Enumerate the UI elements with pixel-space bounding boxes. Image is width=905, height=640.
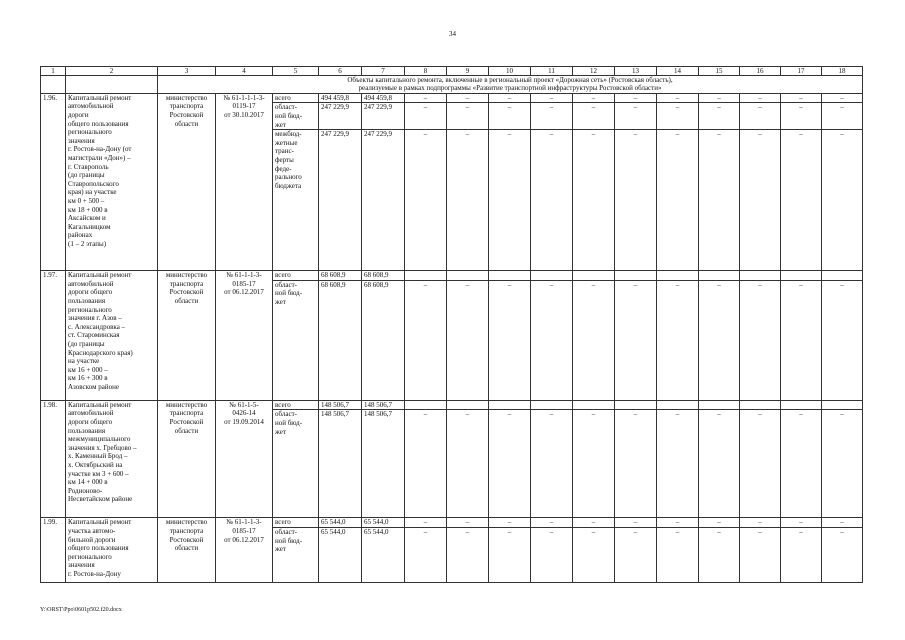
funding-source — [273, 400, 319, 410]
responsible-executor — [158, 518, 216, 583]
object-name-line: общего пользования — [68, 119, 129, 128]
year-amount-col-8: – — [405, 280, 447, 400]
year-amount-col-13: – — [615, 410, 657, 518]
responsible-executor-line: Ростовской — [169, 111, 204, 119]
year-amount-col-11: – — [531, 527, 573, 582]
column-number-16: 16 — [740, 67, 781, 76]
row-spacer — [41, 76, 66, 94]
object-name-line: края) на участке — [68, 188, 117, 197]
year-amount-col-16: – — [740, 410, 781, 518]
year-amount-col-9: – — [447, 527, 489, 582]
year-amount-col-13 — [615, 271, 657, 281]
year-amount-col-16 — [740, 400, 781, 410]
year-amount-col-12: – — [573, 93, 615, 103]
funding-source-line: област- — [275, 280, 297, 289]
funding-source — [273, 103, 319, 130]
column-number-8: 8 — [405, 67, 447, 76]
year-amount-col-11: – — [531, 130, 573, 271]
year-amount-col-10: – — [489, 130, 531, 271]
year-amount-col-12: – — [573, 518, 615, 528]
year-amount-col-8: – — [405, 130, 447, 271]
responsible-executor-line: Ростовской — [169, 417, 204, 426]
year-amount-col-12 — [573, 400, 615, 410]
responsible-executor-line: Ростовской — [169, 535, 204, 544]
year-amount-col-16: – — [740, 93, 781, 103]
object-name-line: (до границы — [68, 339, 105, 348]
table-row — [41, 400, 863, 410]
column-number-2: 2 — [66, 67, 158, 76]
object-name-line: районах — [68, 231, 93, 240]
expertise-document-line: от 06.12.2017 — [224, 288, 264, 297]
responsible-executor-line: области — [174, 119, 199, 128]
year-amount-col-12: – — [573, 130, 615, 271]
column-number-18: 18 — [822, 67, 863, 76]
responsible-executor-line: министерство — [165, 93, 208, 102]
responsible-executor-line: министерство — [165, 518, 208, 527]
object-name-line: межмуниципального — [68, 435, 131, 444]
expertise-document-line: от 30.10.2017 — [224, 111, 264, 119]
year-amount-col-13: – — [615, 527, 657, 582]
year-amount-col-14: – — [657, 130, 699, 271]
year-amount-col-9: – — [447, 518, 489, 528]
responsible-executor-line: министерство — [165, 271, 208, 280]
object-name-line: дороги — [68, 111, 89, 119]
year-amount-col-16: – — [740, 130, 781, 271]
year-amount-col-14: – — [657, 410, 699, 518]
object-name-line: (до границы — [68, 171, 105, 180]
object-number: 1.99. — [41, 518, 66, 583]
responsible-executor — [158, 271, 216, 401]
funding-source-line: област- — [275, 527, 297, 536]
object-number: 1.96. — [41, 93, 66, 270]
funding-source-line: феде- — [275, 164, 292, 173]
year-amount-col-9 — [447, 271, 489, 281]
column-number-6: 6 — [319, 67, 362, 76]
year-amount-col-18: – — [822, 93, 863, 103]
expertise-document-line: № 61-1-1-1-3- — [223, 93, 265, 102]
object-name-line: пользования — [68, 296, 106, 305]
year-amount-col-14: – — [657, 527, 699, 582]
expertise-document-line: 0185-17 — [232, 279, 256, 288]
column-number-11: 11 — [531, 67, 573, 76]
object-name-line: автомобильной — [68, 409, 114, 418]
year-amount-col-12: – — [573, 410, 615, 518]
column-number-12: 12 — [573, 67, 615, 76]
column-number-13: 13 — [615, 67, 657, 76]
year-amount-col-13: – — [615, 103, 657, 130]
funding-source-line: област- — [275, 410, 297, 419]
year-amount-col-17: – — [781, 527, 822, 582]
year-amount-col-17: – — [781, 280, 822, 400]
funding-source-line: рального — [275, 173, 302, 182]
amount-total: 148 506,7 — [319, 400, 362, 410]
object-name-line: значения — [68, 136, 95, 145]
year-amount-col-18 — [822, 400, 863, 410]
year-amount-col-17 — [781, 400, 822, 410]
object-name-line: км 16 + 300 в — [68, 374, 108, 383]
year-amount-col-10: – — [489, 103, 531, 130]
amount-total: 68 608,9 — [319, 271, 362, 281]
object-name-line: (1 – 2 этапы) — [68, 239, 107, 248]
object-number: 1.97. — [41, 271, 66, 401]
year-amount-col-11: – — [531, 410, 573, 518]
responsible-executor-line: области — [174, 426, 199, 435]
object-name — [66, 93, 158, 270]
year-amount-col-11: – — [531, 280, 573, 400]
year-amount-col-9: – — [447, 410, 489, 518]
object-name-line: магистрали «Дон») – — [68, 153, 131, 162]
expertise-document-line: 0426-14 — [232, 409, 256, 418]
responsible-executor-line: транспорта — [169, 279, 204, 288]
year-amount-col-18: – — [822, 130, 863, 271]
funding-source-line: област- — [275, 103, 297, 112]
year-amount-col-16: – — [740, 527, 781, 582]
capital-repair-table — [40, 66, 863, 583]
object-name-line: значения х. Гребцово – — [68, 443, 137, 452]
year-amount-col-15: – — [699, 518, 740, 528]
year-amount-col-9: – — [447, 93, 489, 103]
object-name-line: автомобильной — [68, 279, 114, 288]
year-amount-col-12: – — [573, 280, 615, 400]
object-name-line: х. Каменный Брод – — [68, 452, 128, 461]
year-amount-col-18 — [822, 271, 863, 281]
column-number-3: 3 — [158, 67, 216, 76]
column-number-row — [41, 67, 863, 76]
year-amount-col-15 — [699, 400, 740, 410]
year-amount-col-17: – — [781, 130, 822, 271]
section-caption-line: реализуемые в рамках подпрограммы «Развитие транспортной инфраструктуры Ростовской области» — [358, 84, 662, 93]
year-amount-col-11 — [531, 271, 573, 281]
amount-total: 247 229,9 — [319, 130, 362, 271]
funding-source-line: всего — [275, 93, 291, 102]
year-amount-col-17: – — [781, 93, 822, 103]
object-name-line: участка автомо- — [68, 526, 116, 535]
expertise-document-line: № 61-1-5- — [229, 400, 259, 409]
year-amount-col-18: – — [822, 518, 863, 528]
expertise-document-line: 0119-17 — [232, 102, 256, 111]
amount-year: 148 506,7 — [362, 410, 405, 518]
year-amount-col-10: – — [489, 93, 531, 103]
funding-source — [273, 410, 319, 518]
table-row — [41, 93, 863, 103]
year-amount-col-15: – — [699, 93, 740, 103]
year-amount-col-12: – — [573, 527, 615, 582]
year-amount-col-18: – — [822, 103, 863, 130]
object-name-line: г. Ростов-на-Дону — [68, 569, 121, 578]
responsible-executor-line: области — [174, 296, 199, 305]
responsible-executor-line: Ростовской — [169, 288, 204, 297]
year-amount-col-17: – — [781, 410, 822, 518]
year-amount-col-14 — [657, 400, 699, 410]
object-name-line: Капитальный ремонт — [68, 271, 132, 280]
year-amount-col-10: – — [489, 410, 531, 518]
year-amount-col-8 — [405, 271, 447, 281]
object-name — [66, 400, 158, 518]
amount-total: 68 608,9 — [319, 280, 362, 400]
object-name-line: км 16 + 000 – — [68, 365, 108, 374]
funding-source-line: жет — [275, 297, 286, 306]
object-name-line: км 14 + 000 в — [68, 478, 108, 487]
amount-year: 247 229,9 — [362, 103, 405, 130]
year-amount-col-15: – — [699, 280, 740, 400]
object-name-line: автомобильной — [68, 102, 114, 111]
year-amount-col-8: – — [405, 93, 447, 103]
object-name-line: Кагальницком — [68, 222, 111, 231]
table-row — [41, 271, 863, 281]
responsible-executor-line: области — [174, 544, 199, 553]
column-number-17: 17 — [781, 67, 822, 76]
object-name-line: регионального — [68, 305, 112, 314]
object-name-line: дороги общего — [68, 417, 113, 426]
year-amount-col-11: – — [531, 103, 573, 130]
year-amount-col-18: – — [822, 410, 863, 518]
funding-source-line: межбюд- — [275, 130, 302, 139]
year-amount-col-13: – — [615, 280, 657, 400]
funding-source-line: бюджета — [275, 181, 302, 190]
expertise-document-line: № 61-1-1-3- — [226, 518, 262, 527]
year-amount-col-8: – — [405, 103, 447, 130]
year-amount-col-13: – — [615, 518, 657, 528]
year-amount-col-17: – — [781, 518, 822, 528]
year-amount-col-8 — [405, 400, 447, 410]
year-amount-col-14: – — [657, 518, 699, 528]
object-name-line: Капитальный ремонт — [68, 93, 132, 102]
amount-total: 247 229,9 — [319, 103, 362, 130]
amount-year: 148 506,7 — [362, 400, 405, 410]
amount-year: 68 608,9 — [362, 271, 405, 281]
year-amount-col-18: – — [822, 527, 863, 582]
object-name-line: на участке — [68, 357, 100, 366]
object-name — [66, 271, 158, 401]
year-amount-col-8: – — [405, 518, 447, 528]
object-name-line: регионального — [68, 128, 112, 137]
funding-source — [273, 518, 319, 528]
expertise-document — [216, 93, 273, 270]
object-name-line: Родионово- — [68, 486, 103, 495]
object-name-line: ст. Староминская — [68, 331, 120, 340]
year-amount-col-18: – — [822, 280, 863, 400]
expertise-document-line: № 61-1-1-3- — [226, 271, 262, 280]
year-amount-col-16: – — [740, 280, 781, 400]
object-name-line: Капитальный ремонт — [68, 400, 132, 409]
table-row — [41, 518, 863, 528]
section-caption — [158, 76, 863, 94]
object-name-line: Краснодарского края) — [68, 348, 133, 357]
year-amount-col-13: – — [615, 93, 657, 103]
funding-source-line: всего — [275, 400, 291, 409]
year-amount-col-12 — [573, 271, 615, 281]
funding-source-line: жет — [275, 427, 286, 436]
object-name-line: х. Октябрьский на — [68, 460, 123, 469]
year-amount-col-10: – — [489, 527, 531, 582]
object-name-line: значения г. Азов – — [68, 314, 122, 323]
column-number-14: 14 — [657, 67, 699, 76]
object-name-line: Азовском районе — [68, 382, 119, 391]
funding-source-line: всего — [275, 271, 291, 280]
year-amount-col-14: – — [657, 93, 699, 103]
year-amount-col-9: – — [447, 130, 489, 271]
year-amount-col-10: – — [489, 280, 531, 400]
year-amount-col-14: – — [657, 103, 699, 130]
object-name-line: с. Александровка – — [68, 322, 126, 331]
responsible-executor-line: министерство — [165, 400, 208, 409]
object-name-line: км 0 + 500 – — [68, 196, 105, 205]
year-amount-col-10: – — [489, 518, 531, 528]
object-number: 1.98. — [41, 400, 66, 518]
year-amount-col-12: – — [573, 103, 615, 130]
funding-source-line: ной бюд- — [275, 289, 303, 298]
funding-source-line: ной бюд- — [275, 112, 303, 120]
expertise-document-line: от 19.09.2014 — [224, 417, 264, 426]
expertise-document — [216, 400, 273, 518]
year-amount-col-9 — [447, 400, 489, 410]
object-name-line: Капитальный ремонт — [68, 518, 132, 527]
year-amount-col-13 — [615, 400, 657, 410]
object-name-line: бильной дороги — [68, 535, 116, 544]
object-name-line: г. Ростов-на-Дону (от — [68, 145, 132, 154]
object-name-line: Ставропольского — [68, 179, 119, 188]
responsible-executor — [158, 400, 216, 518]
amount-year: 68 608,9 — [362, 280, 405, 400]
year-amount-col-15 — [699, 271, 740, 281]
expertise-document — [216, 518, 273, 583]
object-name-line: общего пользования — [68, 544, 129, 553]
object-name — [66, 518, 158, 583]
year-amount-col-16: – — [740, 103, 781, 130]
responsible-executor-line: транспорта — [169, 409, 204, 418]
column-number-10: 10 — [489, 67, 531, 76]
funding-source-line: ной бюд- — [275, 418, 303, 427]
section-caption-line: Объекты капитального ремонта, включенные в региональный проект «Дорожная сеть» (Ростовская область), — [347, 76, 673, 84]
year-amount-col-13: – — [615, 130, 657, 271]
object-name-line: регионального — [68, 552, 112, 561]
funding-source — [273, 93, 319, 103]
funding-source — [273, 280, 319, 400]
object-name-line: Аксайском и — [68, 214, 106, 223]
year-amount-col-14: – — [657, 280, 699, 400]
object-name-line: участке км 3 + 600 – — [68, 469, 129, 478]
year-amount-col-8: – — [405, 410, 447, 518]
object-name-line: км 18 + 000 в — [68, 205, 108, 214]
year-amount-col-15: – — [699, 527, 740, 582]
amount-total: 65 544,0 — [319, 518, 362, 528]
funding-source-line: ной бюд- — [275, 536, 303, 545]
object-name-line: значения — [68, 561, 95, 570]
column-number-4: 4 — [216, 67, 273, 76]
object-name-line: дороги общего — [68, 288, 113, 297]
expertise-document-line: 0185-17 — [232, 526, 256, 535]
responsible-executor-line: транспорта — [169, 526, 204, 535]
column-number-15: 15 — [699, 67, 740, 76]
section-caption-row — [41, 76, 863, 94]
year-amount-col-11: – — [531, 518, 573, 528]
funding-source-line: транс- — [275, 147, 294, 156]
funding-source-line: всего — [275, 518, 291, 527]
funding-source — [273, 527, 319, 582]
year-amount-col-15: – — [699, 103, 740, 130]
expertise-document — [216, 271, 273, 401]
year-amount-col-17 — [781, 271, 822, 281]
object-name-line: пользования — [68, 426, 106, 435]
responsible-executor — [158, 93, 216, 270]
column-number-7: 7 — [362, 67, 405, 76]
funding-source-line: ферты — [275, 155, 294, 164]
year-amount-col-10 — [489, 271, 531, 281]
expertise-document-line: от 06.12.2017 — [224, 535, 264, 544]
amount-total: 148 506,7 — [319, 410, 362, 518]
year-amount-col-15: – — [699, 130, 740, 271]
funding-source — [273, 271, 319, 281]
year-amount-col-11 — [531, 400, 573, 410]
funding-source-line: жетные — [275, 138, 298, 147]
year-amount-col-16 — [740, 271, 781, 281]
responsible-executor-line: транспорта — [169, 102, 204, 111]
row-spacer — [66, 76, 158, 94]
year-amount-col-14 — [657, 271, 699, 281]
amount-year: 65 544,0 — [362, 527, 405, 582]
file-path-footer: Y:\ORST\Ppo\0601p502.f20.docx — [40, 607, 122, 613]
year-amount-col-9: – — [447, 280, 489, 400]
year-amount-col-9: – — [447, 103, 489, 130]
amount-year: 247 229,9 — [362, 130, 405, 271]
year-amount-col-16: – — [740, 518, 781, 528]
year-amount-col-17: – — [781, 103, 822, 130]
funding-source — [273, 130, 319, 271]
funding-source-line: жет — [275, 545, 286, 554]
column-number-9: 9 — [447, 67, 489, 76]
amount-year: 494 459,8 — [362, 93, 405, 103]
page-number: 34 — [449, 30, 456, 38]
year-amount-col-15: – — [699, 410, 740, 518]
amount-total: 494 459,8 — [319, 93, 362, 103]
year-amount-col-8: – — [405, 527, 447, 582]
column-number-1: 1 — [41, 67, 66, 76]
year-amount-col-10 — [489, 400, 531, 410]
column-number-5: 5 — [273, 67, 319, 76]
funding-source-line: жет — [275, 120, 286, 129]
year-amount-col-11: – — [531, 93, 573, 103]
amount-total: 65 544,0 — [319, 527, 362, 582]
object-name-line: г. Ставрополь — [68, 162, 109, 171]
object-name-line: Несветайском районе — [68, 495, 133, 504]
amount-year: 65 544,0 — [362, 518, 405, 528]
